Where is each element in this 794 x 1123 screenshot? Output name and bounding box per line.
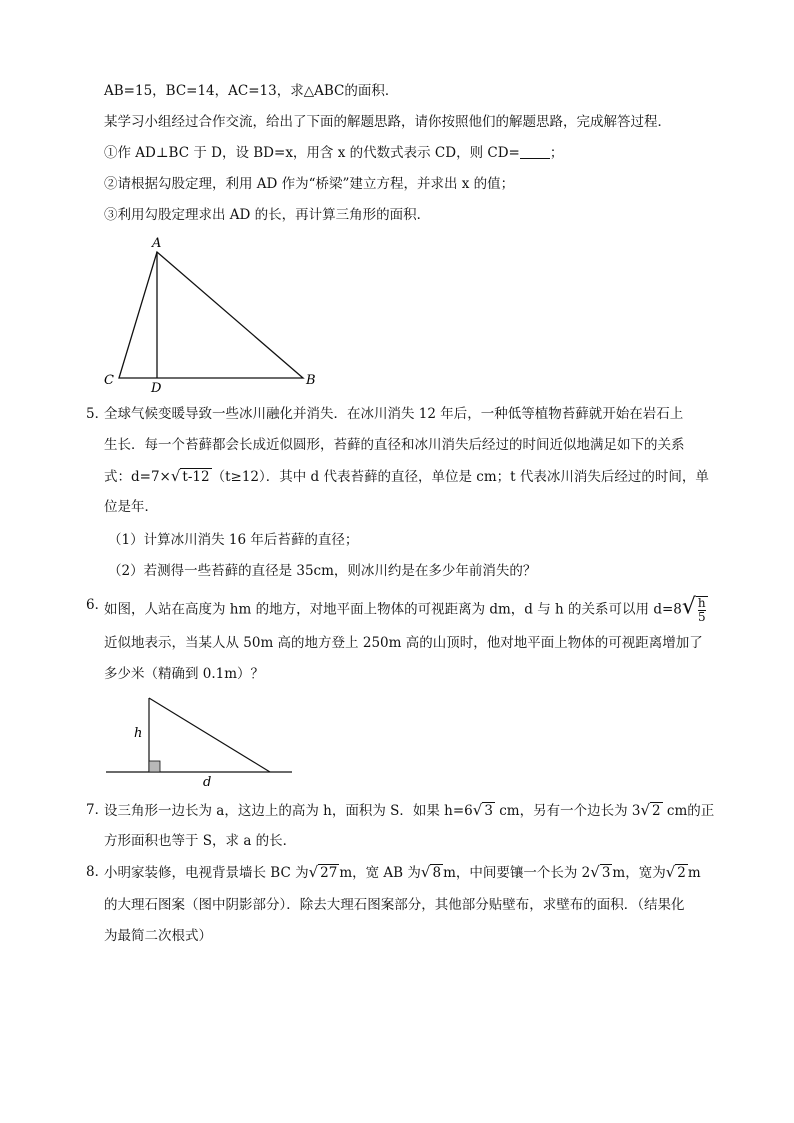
label-a: A (152, 236, 162, 251)
problem8-number: 8． (86, 864, 109, 880)
problem5-formula-end: （t≥12）．其中 d 代表苔藓的直径，单位是 cm；t 代表冰川消失后经过的时间，单 (211, 469, 709, 485)
problem8-line1-d: m，宽为 (612, 865, 666, 881)
problem5-question2: （2）若测得一些苔藓的直径是 35cm，则冰川约是在多少年前消失的？ (108, 563, 537, 579)
problem4-step1-text: ①作 AD⊥BC 于 D，设 BD=x，用含 x 的代数式表示 CD，则 CD= (104, 145, 520, 161)
problem5-line3 (104, 467, 709, 486)
problem4-intro: 某学习小组经过合作交流，给出了下面的解题思路，请你按照他们的解题思路，完成解答过程． (104, 114, 671, 130)
problem8-line3: 为最简二次根式） (104, 928, 212, 944)
problem8-line1-c: m，中间要镶一个长为 2 (443, 865, 591, 881)
problem5-line1: 全球气候变暖导致一些冰川融化并消失．在冰川消失 12 年后，一种低等植物苔藓就开始在岩石上 (104, 406, 684, 422)
problem4-step1 (104, 144, 563, 162)
answer-blank[interactable] (520, 144, 550, 159)
problem6-line3: 多少米（精确到 0.1m）？ (104, 666, 265, 682)
problem4-step3: ③利用勾股定理求出 AD 的长，再计算三角形的面积． (104, 207, 431, 223)
fraction-numerator: h (697, 596, 706, 610)
sqrt-t-minus-12: √ t-12 (170, 467, 210, 485)
label-d: d (203, 775, 212, 790)
problem6-number: 6． (86, 597, 109, 613)
problem6-line2: 近似地表示，当某人从 50m 高的地方登上 250m 高的山顶时，他对地平面上物体的可视距离增加了 (104, 635, 703, 651)
problem5-question1: （1）计算冰川消失 16 年后苔藓的直径； (108, 532, 359, 548)
problem4-step2: ②请根据勾股定理，利用 AD 作为“桥梁”建立方程，并求出 x 的值； (104, 176, 515, 192)
problem8-line1-text: 小明家装修，电视背景墙长 BC 为 (104, 865, 309, 881)
sight-distance-figure (100, 690, 300, 795)
sqrt-2-b: √ 2 (665, 863, 686, 881)
problem8-line2: 的大理石图案（图中阴影部分）．除去大理石图案部分，其他部分贴壁布，求壁布的面积．（结果化 (104, 897, 685, 913)
problem8-line1-b: m，宽 AB 为 (339, 865, 421, 881)
problem6-line1-text: 如图，人站在高度为 hm 的地方，对地平面上物体的可视距离为 dm，d 与 h 的关系可以用 d=8 (104, 601, 682, 618)
problem6-line1 (104, 596, 708, 624)
problem7-line1-mid: cm，另有一个边长为 3 (494, 803, 641, 819)
sqrt-27: √ 27 (308, 863, 338, 881)
triangle-abc-figure (100, 232, 330, 392)
sqrt-8: √ 8 (420, 863, 442, 881)
problem7-number: 7． (86, 802, 109, 818)
sqrt-2: √ 2 (640, 801, 661, 819)
triangle-abc (119, 252, 303, 378)
sqrt-3: √ 3 (472, 801, 493, 819)
problem5-line4: 位是年． (104, 499, 158, 515)
problem8-line1-e: m (687, 865, 701, 881)
label-b: B (306, 373, 316, 388)
problem4-given: AB=15，BC=14，AC=13，求△ABC的面积． (104, 83, 399, 99)
fraction-denominator: 5 (697, 610, 706, 624)
problem7-line1-end: cm的正 (662, 803, 715, 819)
problem4-step1-end: ； (549, 145, 564, 161)
sight-line (149, 698, 270, 772)
label-c: C (104, 373, 114, 388)
sqrt-h-over-5: √ $\frac{h}{5}$ (681, 594, 706, 624)
label-d: D (151, 381, 162, 392)
problem5-formula-start: 式：d=7× (104, 469, 171, 485)
problem7-line2: 方形面积也等于 S，求 a 的长． (104, 833, 297, 849)
right-angle-mark (149, 761, 160, 772)
problem5-line2: 生长．每一个苔藓都会长成近似圆形，苔藓的直径和冰川消失后经过的时间近似地满足如下的关系 (104, 437, 685, 453)
problem5-number: 5． (86, 406, 109, 422)
problem8-line1 (104, 863, 701, 882)
label-h: h (134, 726, 143, 741)
problem7-line1-text: 设三角形一边长为 a，这边上的高为 h，面积为 S．如果 h=6 (104, 803, 473, 819)
problem7-line1 (104, 801, 714, 820)
sqrt-3-b: √ 3 (590, 863, 611, 881)
